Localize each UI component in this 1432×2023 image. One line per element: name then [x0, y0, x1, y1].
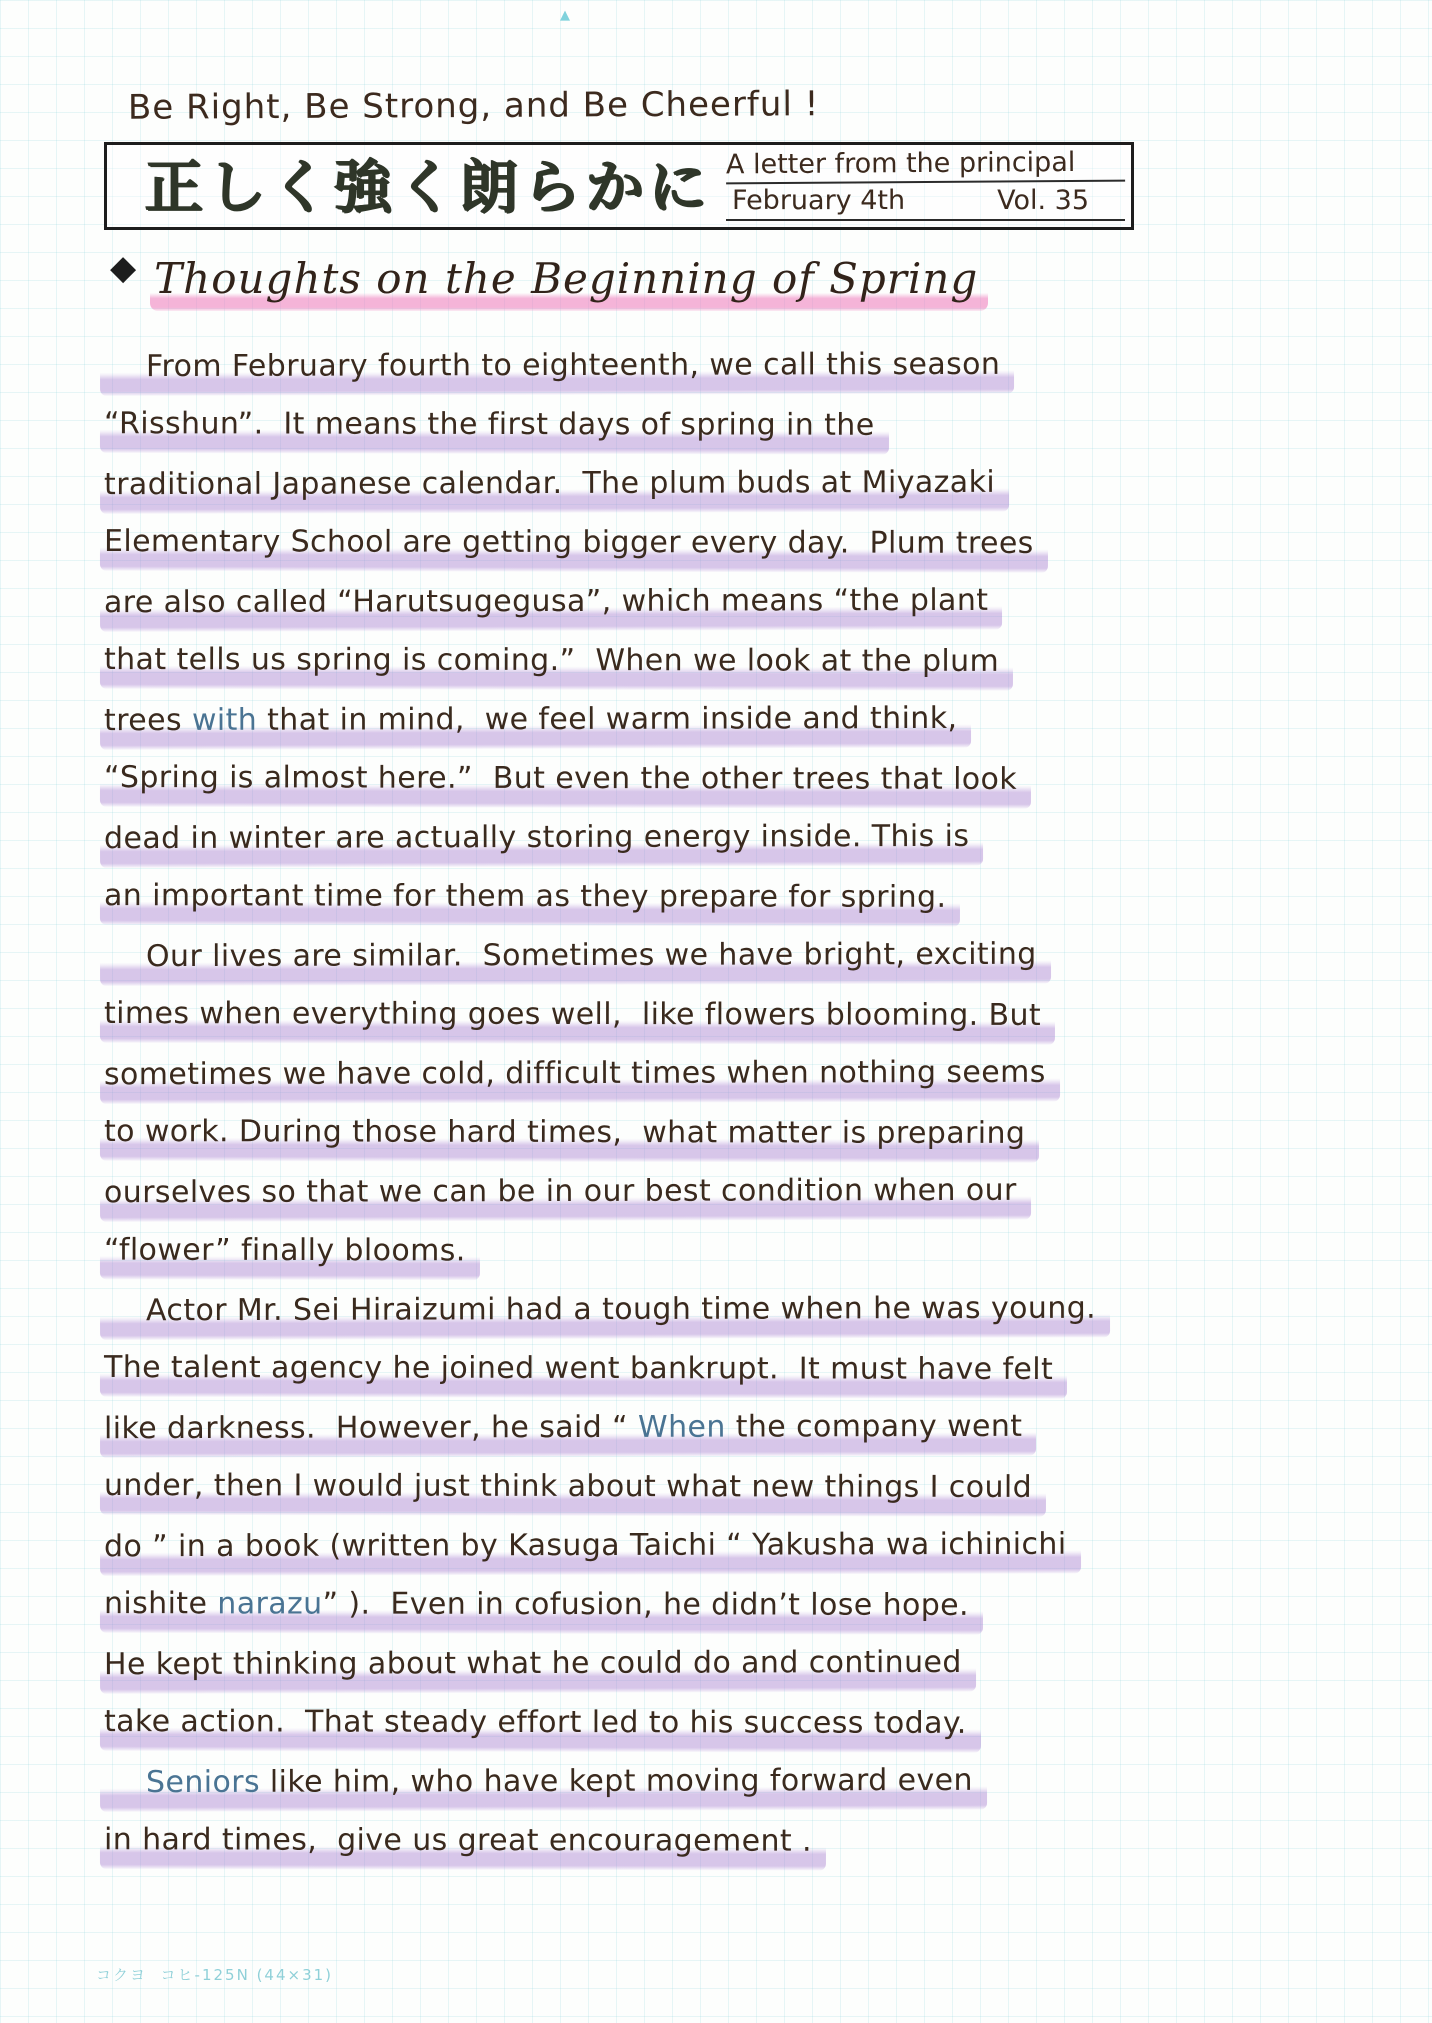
- registration-mark-icon: ▲: [560, 8, 570, 23]
- header-right: [712, 145, 1131, 227]
- ink-text: the company went: [725, 1408, 1023, 1445]
- body-line: [100, 1279, 1110, 1341]
- body-line: [100, 807, 983, 868]
- body-line: [100, 1515, 1081, 1577]
- body-line: [100, 984, 1055, 1045]
- ink-text: are also called “Harutsugegusa”, which means “the plant: [103, 582, 989, 621]
- ink-text: “Spring is almost here.” But even the other trees that look: [103, 760, 1018, 797]
- calligraphy-title: 正しく強く朗らかに: [145, 153, 713, 221]
- ink-text: do ” in a book (written by Kasuga Taichi “ Yakusha wa ichinichi: [103, 1526, 1067, 1565]
- body-line: [100, 1161, 1031, 1222]
- ink-text: sometimes we have cold, difficult times when nothing seems: [103, 1054, 1046, 1093]
- body-line: [100, 512, 1048, 573]
- body-line: [100, 1633, 976, 1694]
- blue-ink-word: Seniors: [145, 1764, 261, 1801]
- body-line: [100, 1751, 987, 1812]
- ink-text: dead in winter are actually storing energy inside. This is: [103, 818, 970, 857]
- ink-text: nishite: [103, 1586, 218, 1622]
- ink-text: “flower” finally blooms.: [103, 1232, 466, 1269]
- body-line: [100, 1338, 1067, 1399]
- ink-text: in hard times, give us great encouragement .: [103, 1822, 812, 1859]
- letter-body: [100, 336, 1200, 1870]
- header-date-row: [726, 183, 1125, 221]
- blue-ink-word: When: [637, 1409, 726, 1445]
- blue-ink-word: narazu: [217, 1586, 323, 1622]
- ink-text: that in mind, we feel warm inside and think,: [257, 700, 958, 738]
- ink-text: From February fourth to eighteenth, we call this season: [145, 346, 1001, 385]
- ink-text: “Risshun”. It means the first days of spring in the: [103, 406, 875, 443]
- ink-text: traditional Japanese calendar. The plum buds at Miyazaki: [103, 464, 996, 503]
- blue-ink-word: with: [191, 702, 258, 738]
- body-line: [100, 630, 1013, 691]
- header-box: [104, 142, 1134, 230]
- ink-text: The talent agency he joined went bankrupt. It must have felt: [103, 1349, 1054, 1387]
- body-line: [100, 1574, 983, 1635]
- body-line: [100, 453, 1009, 514]
- body-line: [100, 1102, 1039, 1163]
- ink-text: Our lives are similar. Sometimes we have bright, exciting: [145, 936, 1037, 975]
- body-line: [100, 925, 1051, 986]
- ink-text: He kept thinking about what he could do and continued: [103, 1644, 962, 1683]
- ink-text: trees: [103, 702, 192, 739]
- ink-text: Actor Mr. Sei Hiraizumi had a tough time when he was young.: [145, 1290, 1097, 1329]
- body-line: [100, 1692, 981, 1753]
- ink-text: that tells us spring is coming.” When we look at the plum: [103, 642, 1000, 679]
- header-date: February 4th: [732, 185, 906, 216]
- body-line: [100, 689, 972, 750]
- body-line: [100, 394, 889, 455]
- header-volume: Vol. 35: [997, 185, 1090, 216]
- ink-text: like darkness. However, he said “: [103, 1409, 639, 1447]
- ink-text: under, then I would just think about what new things I could: [103, 1468, 1033, 1505]
- body-line: [100, 571, 1003, 632]
- section-title: Thoughts on the Beginning of Spring: [150, 254, 988, 311]
- body-line: [100, 748, 1031, 809]
- body-line: [100, 1043, 1060, 1105]
- body-line: [100, 866, 961, 927]
- diamond-bullet-icon: ◆: [110, 248, 137, 288]
- ink-text: Elementary School are getting bigger every day. Plum trees: [103, 524, 1034, 561]
- paper-brand: コクヨ コヒ-125N (44×31): [96, 1966, 334, 1984]
- body-line: [100, 335, 1014, 396]
- ink-text: to work. During those hard times, what matter is preparing: [103, 1114, 1026, 1151]
- body-line: [100, 1810, 826, 1871]
- ink-text: an important time for them as they prepare for spring.: [103, 878, 947, 915]
- body-line: [100, 1221, 480, 1281]
- ink-text: times when everything goes well, like flowers blooming. But: [103, 996, 1042, 1033]
- body-line: [100, 1456, 1046, 1517]
- header-subtitle: A letter from the principal: [726, 146, 1125, 185]
- ink-text: like him, who have kept moving forward even: [259, 1762, 973, 1800]
- ink-text: ourselves so that we can be in our best condition when our: [103, 1172, 1017, 1211]
- ink-text: take action. That steady effort led to his success today.: [103, 1704, 967, 1741]
- ink-text: ” ). Even in cofusion, he didn’t lose hope.: [322, 1586, 970, 1623]
- motto: Be Right, Be Strong, and Be Cheerful !: [127, 84, 820, 128]
- body-line: [100, 1397, 1037, 1458]
- section-heading: [110, 248, 988, 303]
